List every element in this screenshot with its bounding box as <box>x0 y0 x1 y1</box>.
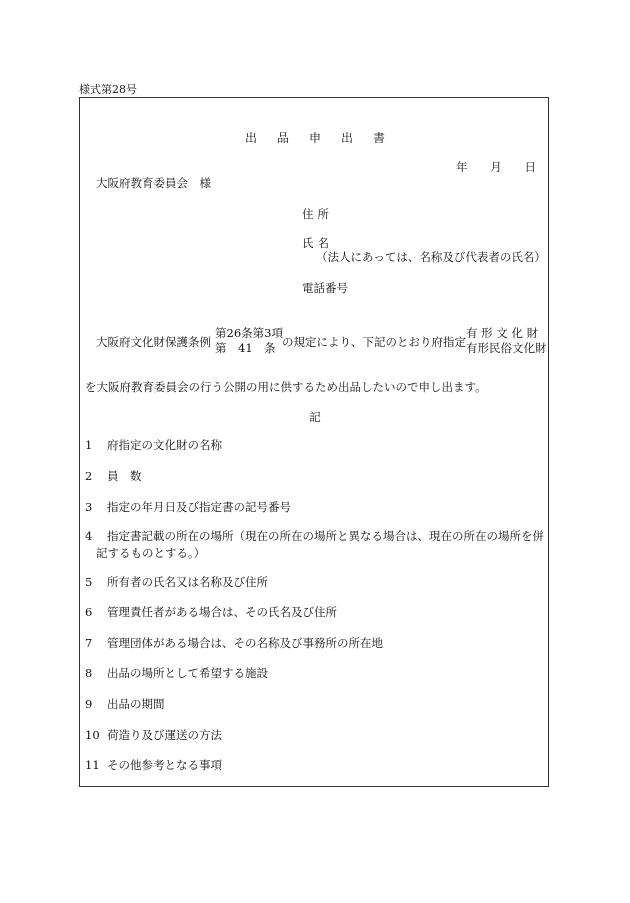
list-item-4-continuation: 記するものとする。） <box>96 546 206 560</box>
item-text: 管理団体がある場合は、その名称及び事務所の所在地 <box>107 636 383 650</box>
date-line <box>456 159 536 175</box>
form-number: 様式第28号 <box>79 83 137 96</box>
item-text: 出品の場所として希望する施設 <box>107 666 268 680</box>
date-day: 日 <box>524 160 536 174</box>
list-item-5 <box>85 574 268 590</box>
item-number: 10 <box>85 728 100 742</box>
item-number: 1 <box>85 438 93 452</box>
item-text: 指定書記載の所在の場所（現在の所在の場所と異なる場合は、現在の所在の場所を併 <box>107 529 544 543</box>
item-number: 11 <box>85 758 100 772</box>
list-item-9 <box>85 696 165 712</box>
list-item-7 <box>85 635 383 651</box>
article-options <box>215 326 283 356</box>
statement-middle: の規定により、下記のとおり府指定 <box>282 335 466 349</box>
list-item-4 <box>85 528 544 544</box>
name-label: 氏名 <box>302 236 333 250</box>
statement-ordinance: 大阪府文化財保護条例 <box>96 335 211 349</box>
item-number: 2 <box>85 469 93 483</box>
item-number: 6 <box>85 605 93 619</box>
item-text: 所有者の氏名又は名称及び住所 <box>107 575 268 589</box>
list-item-1 <box>85 437 222 453</box>
property-option-1: 有 形 文 化 財 <box>466 326 539 340</box>
item-text: 指定の年月日及び指定書の記号番号 <box>107 500 291 514</box>
item-number: 3 <box>85 500 93 514</box>
item-number: 9 <box>85 697 93 711</box>
date-year: 年 <box>456 160 468 174</box>
list-item-10 <box>85 727 222 743</box>
addressee: 大阪府教育委員会 様 <box>96 176 211 190</box>
article-option-2: 第 41 条 <box>215 341 276 355</box>
statement-line-2: を大阪府教育委員会の行う公開の用に供するため出品したいので申し出ます。 <box>85 380 487 394</box>
item-number: 8 <box>85 666 93 680</box>
item-text: 府指定の文化財の名称 <box>107 438 222 452</box>
list-item-11 <box>85 757 222 773</box>
form-title: 出品申出書 <box>244 131 405 145</box>
item-text: その他参考となる事項 <box>107 758 222 772</box>
item-number: 7 <box>85 636 93 650</box>
article-option-1: 第26条第3項 <box>215 326 283 340</box>
phone-label: 電話番号 <box>302 281 348 295</box>
item-text: 員 数 <box>107 469 142 483</box>
date-month: 月 <box>490 160 502 174</box>
name-note: （法人にあっては、名称及び代表者の氏名） <box>316 250 546 264</box>
item-text: 出品の期間 <box>107 697 165 711</box>
list-item-8 <box>85 665 268 681</box>
item-number: 4 <box>85 529 93 543</box>
property-option-2: 有形民俗文化財 <box>466 341 547 355</box>
note-heading: 記 <box>309 410 321 424</box>
list-item-3 <box>85 499 291 515</box>
item-number: 5 <box>85 575 93 589</box>
address-label: 住所 <box>302 207 333 221</box>
item-text: 管理責任者がある場合は、その氏名及び住所 <box>107 605 337 619</box>
list-item-2 <box>85 468 142 484</box>
item-text: 荷造り及び運送の方法 <box>107 728 222 742</box>
list-item-6 <box>85 604 337 620</box>
property-options <box>466 326 547 356</box>
